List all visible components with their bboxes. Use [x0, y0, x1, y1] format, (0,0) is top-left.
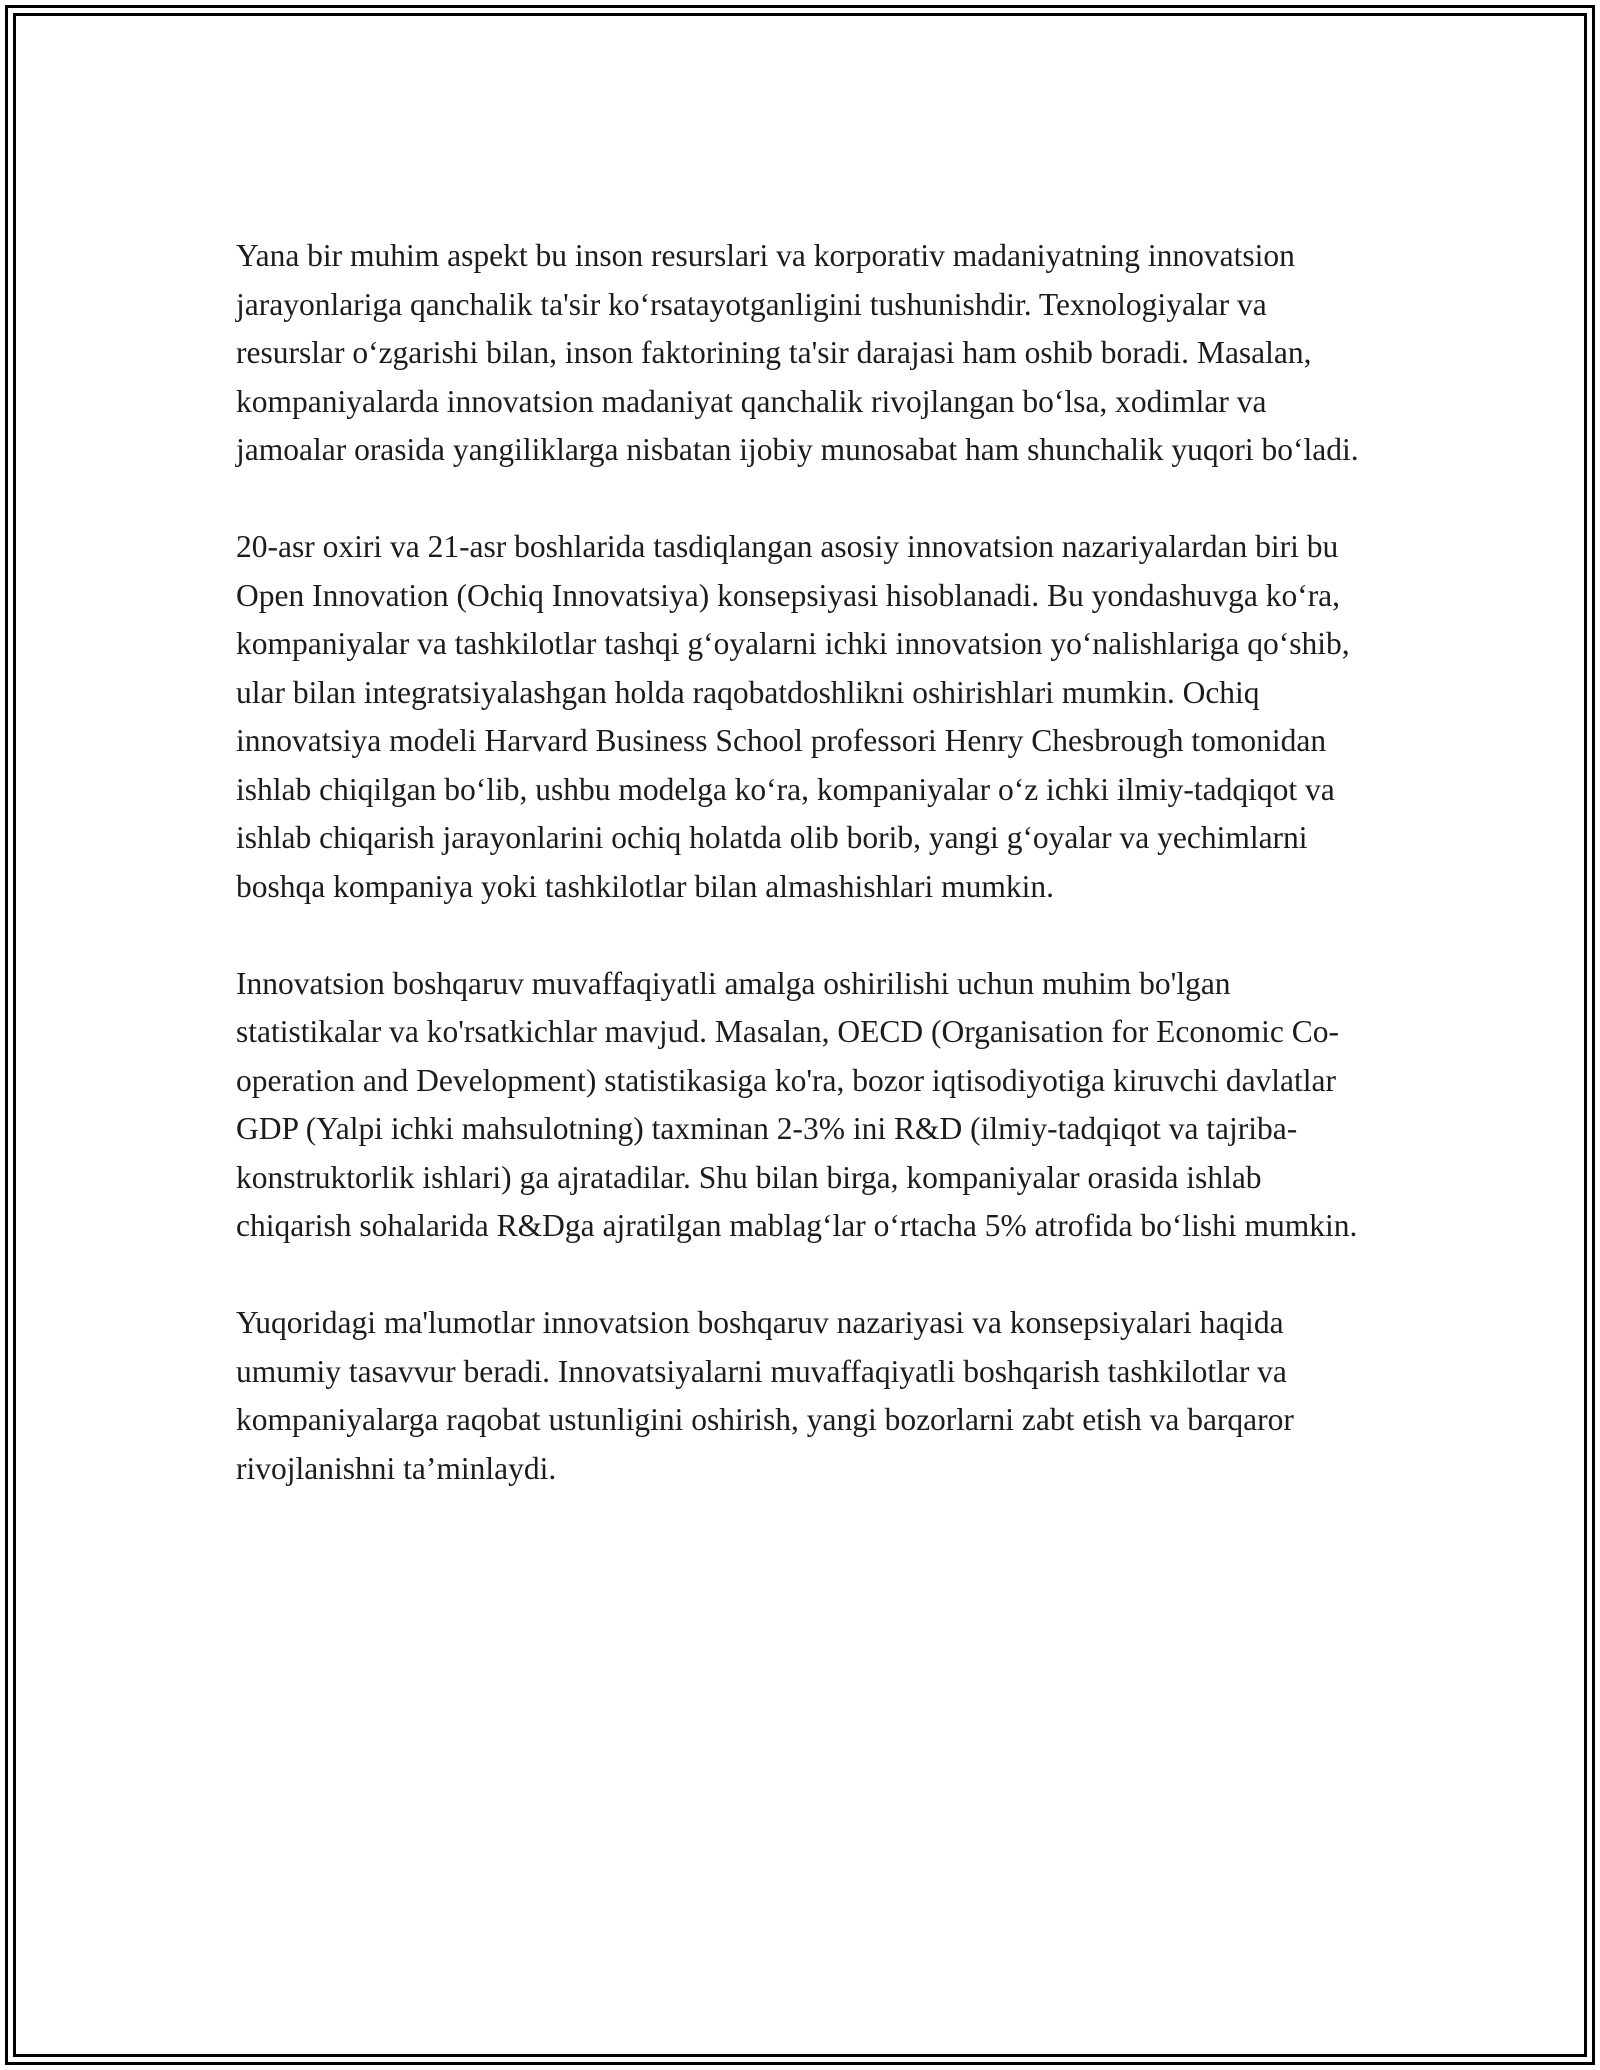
paragraph-human-resources: Yana bir muhim aspekt bu inson resurslari va korporativ madaniyatning innovatsion jarayonlariga qanchalik ta'sir ko‘rsatayotganligini tushunishdir. Texnologiyalar va resurslar o‘zgarishi bilan, inson faktorining ta'sir darajasi ham oshib boradi. Masalan, kompaniyalarda innovatsion madaniyat qanchalik rivojlangan bo‘lsa, xodimlar va jamoalar orasida yangiliklarga nisbatan ijobiy munosabat ham shunchalik yuqori bo‘ladi. [236, 238, 1359, 467]
paragraph-statistics: Innovatsion boshqaruv muvaffaqiyatli amalga oshirilishi uchun muhim bo'lgan statistikalar va ko'rsatkichlar mavjud. Masalan, OECD (Organisation for Economic Co-operation and Development) statistikasiga ko'ra, bozor iqtisodiyotiga kiruvchi davlatlar GDP (Yalpi ichki mahsulotning) taxminan 2-3% ini R&D (ilmiy-tadqiqot va tajriba-konstruktorlik ishlari) ga ajratadilar. Shu bilan birga, kompaniyalar orasida ishlab chiqarish sohalarida R&Dga ajratilgan mablag‘lar o‘rtacha 5% atrofida bo‘lishi mumkin. [236, 965, 1358, 1243]
paragraph-conclusion: Yuqoridagi ma'lumotlar innovatsion boshqaruv nazariyasi va konsepsiyalari haqida umumiy tasavvur beradi. Innovatsiyalarni muvaffaqiyatli boshqarish tashkilotlar va kompaniyalarga raqobat ustunligini oshirish, yangi bozorlarni zabt etish va barqaror rivojlanishni ta’minlaydi. [236, 1305, 1294, 1486]
paragraph-open-innovation: 20-asr oxiri va 21-asr boshlarida tasdiqlangan asosiy innovatsion nazariyalardan biri bu Open Innovation (Ochiq Innovatsiya) konsepsiyasi hisoblanadi. Bu yondashuvga ko‘ra, kompaniyalar va tashkilotlar tashqi g‘oyalarni ichki innovatsion yo‘nalishlariga qo‘shib, ular bilan integratsiyalashgan holda raqobatdoshlikni oshirishlari mumkin. Ochiq innovatsiya modeli Harvard Business School professori Henry Chesbrough tomonidan ishlab chiqilgan bo‘lib, ushbu modelga ko‘ra, kompaniyalar o‘z ichki ilmiy-tadqiqot va ishlab chiqarish jarayonlarini ochiq holatda olib borib, yangi g‘oyalar va yechimlarni boshqa kompaniya yoki tashkilotlar bilan almashishlari mumkin. [236, 529, 1350, 904]
document-body [236, 232, 1376, 1542]
